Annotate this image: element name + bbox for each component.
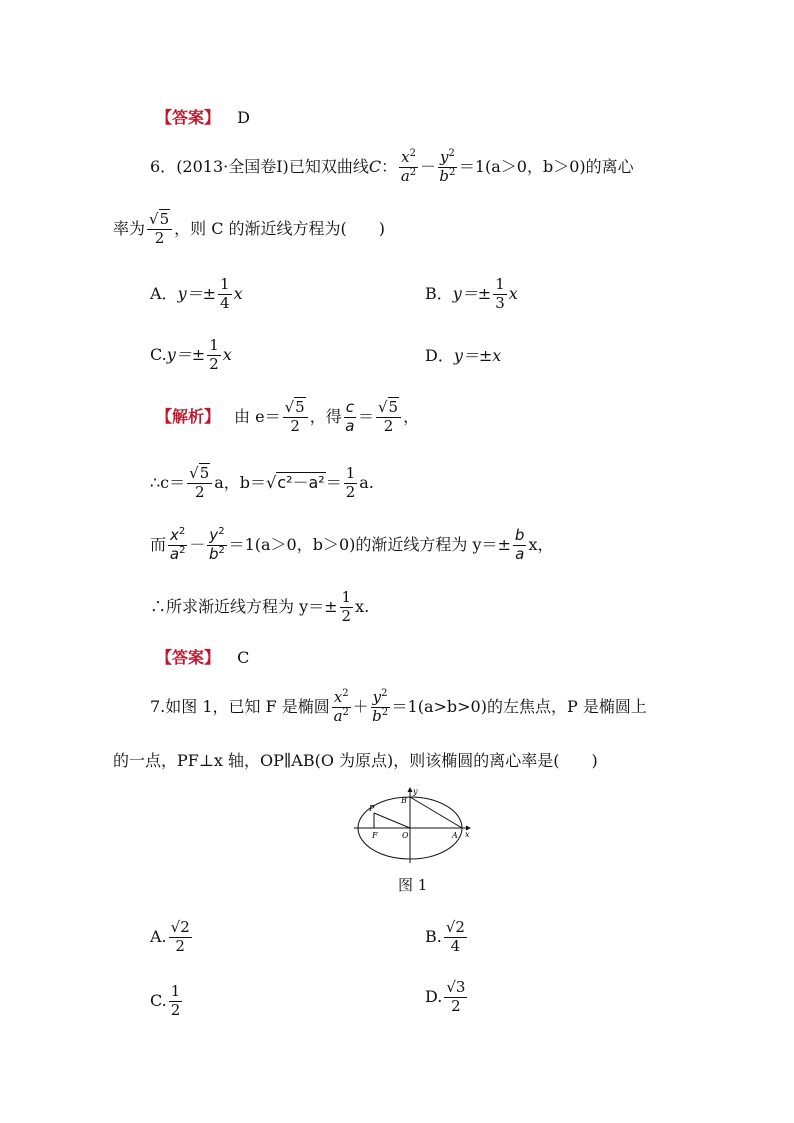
q6-option-a[interactable]: A．y＝± $\frac{1}{4}$ x — [150, 275, 243, 312]
answer-line-prev — [156, 110, 250, 126]
q7-option-c[interactable]: C. $\frac{1}{2}$ — [150, 982, 181, 1019]
q7-option-a[interactable]: A. $\frac{√2}{2}$ — [150, 918, 190, 955]
q6-option-c[interactable]: C.y＝± $\frac{1}{2}$ x — [150, 336, 232, 373]
q7-stem-line1: 7.如图 1，已知 F 是椭圆 $\frac{x^2}{a^2}$ ＋ $\frac{y^2}{b^2}$ ＝1(a>b>0)的左焦点，P 是椭圆上 — [150, 688, 647, 725]
q6-option-b[interactable]: B．y＝± $\frac{1}{3}$ x — [425, 275, 518, 312]
analysis-line2: ∴c＝ $\frac{√5}{2}$ a，b＝√c²－a²＝ $\frac{1}{2}$ a. — [150, 464, 374, 501]
fig-label-o: O — [402, 831, 409, 840]
q6-stem-b: ＝1(a＞0，b＞0)的离心 — [458, 156, 634, 176]
q6-stem-line2 — [113, 212, 385, 247]
q6-number: 6． — [150, 156, 177, 176]
fig-label-x: x — [465, 830, 470, 839]
analysis-line4: ∴所求渐近线方程为 y＝± $\frac{1}{2}$ x. — [150, 588, 370, 625]
q7-option-d[interactable]: D. $\frac{√3}{2}$ — [425, 978, 466, 1015]
q7-stem-line2: 的一点，PF⊥x 轴，OP∥AB(O 为原点)，则该椭圆的离心率是( ) — [113, 751, 598, 770]
q6-frac-sqrt5-2: $\frac{√5}{2}$ — [147, 212, 172, 247]
q7-option-b[interactable]: B. $\frac{√2}{4}$ — [425, 918, 465, 955]
q6-stem-line1: 6．(2013·全国卷Ⅰ)已知双曲线C： $\frac{x^2}{a^2}$ － $\frac{y^2}{b^2}$ ＝1(a＞0，b＞0)的离心 — [150, 148, 634, 185]
q6-option-d[interactable]: D．y＝±x — [425, 346, 502, 365]
q6-stem-c: 率为 — [113, 218, 146, 238]
q7-number: 7. — [150, 696, 166, 716]
q6-frac-x2a2: $\frac{x^2}{a^2}$ — [400, 148, 417, 185]
answer-line-q6: 【答案】 C — [156, 648, 250, 667]
answer-value: D — [237, 108, 250, 127]
analysis-line1: 【解析】 由 e＝ $\frac{√5}{2}$ ，得 $\frac{c}{a}$ ＝ $\frac{√5}{2}$ ， — [156, 398, 420, 435]
fig-label-p: P — [369, 804, 375, 813]
ellipse-figure — [352, 785, 474, 865]
fig-label-a: A — [452, 831, 458, 840]
q6-frac-y2b2: $\frac{y^2}{b^2}$ — [439, 148, 456, 185]
fig-label-f: F — [372, 831, 378, 840]
analysis-line3: 而 $\frac{x^2}{a^2}$ － $\frac{y^2}{b^2}$ ＝1(a＞0，b＞0)的渐近线方程为 y＝± $\frac{b}{a}$ x， — [150, 526, 554, 563]
answer-tag: 【答案】 — [156, 108, 221, 127]
figure-caption: 图 1 — [398, 876, 428, 894]
fig-label-b: B — [401, 796, 407, 805]
q6-stem-a: 已知双曲线 — [288, 156, 369, 176]
analysis-tag: 【解析】 — [156, 406, 221, 426]
q6-stem-d: ，则 C 的渐近线方程为( ) — [174, 218, 386, 238]
q6-source: (2013·全国卷Ⅰ) — [176, 156, 289, 176]
q6-curve: C — [368, 156, 382, 176]
fig-label-y: y — [413, 787, 418, 796]
